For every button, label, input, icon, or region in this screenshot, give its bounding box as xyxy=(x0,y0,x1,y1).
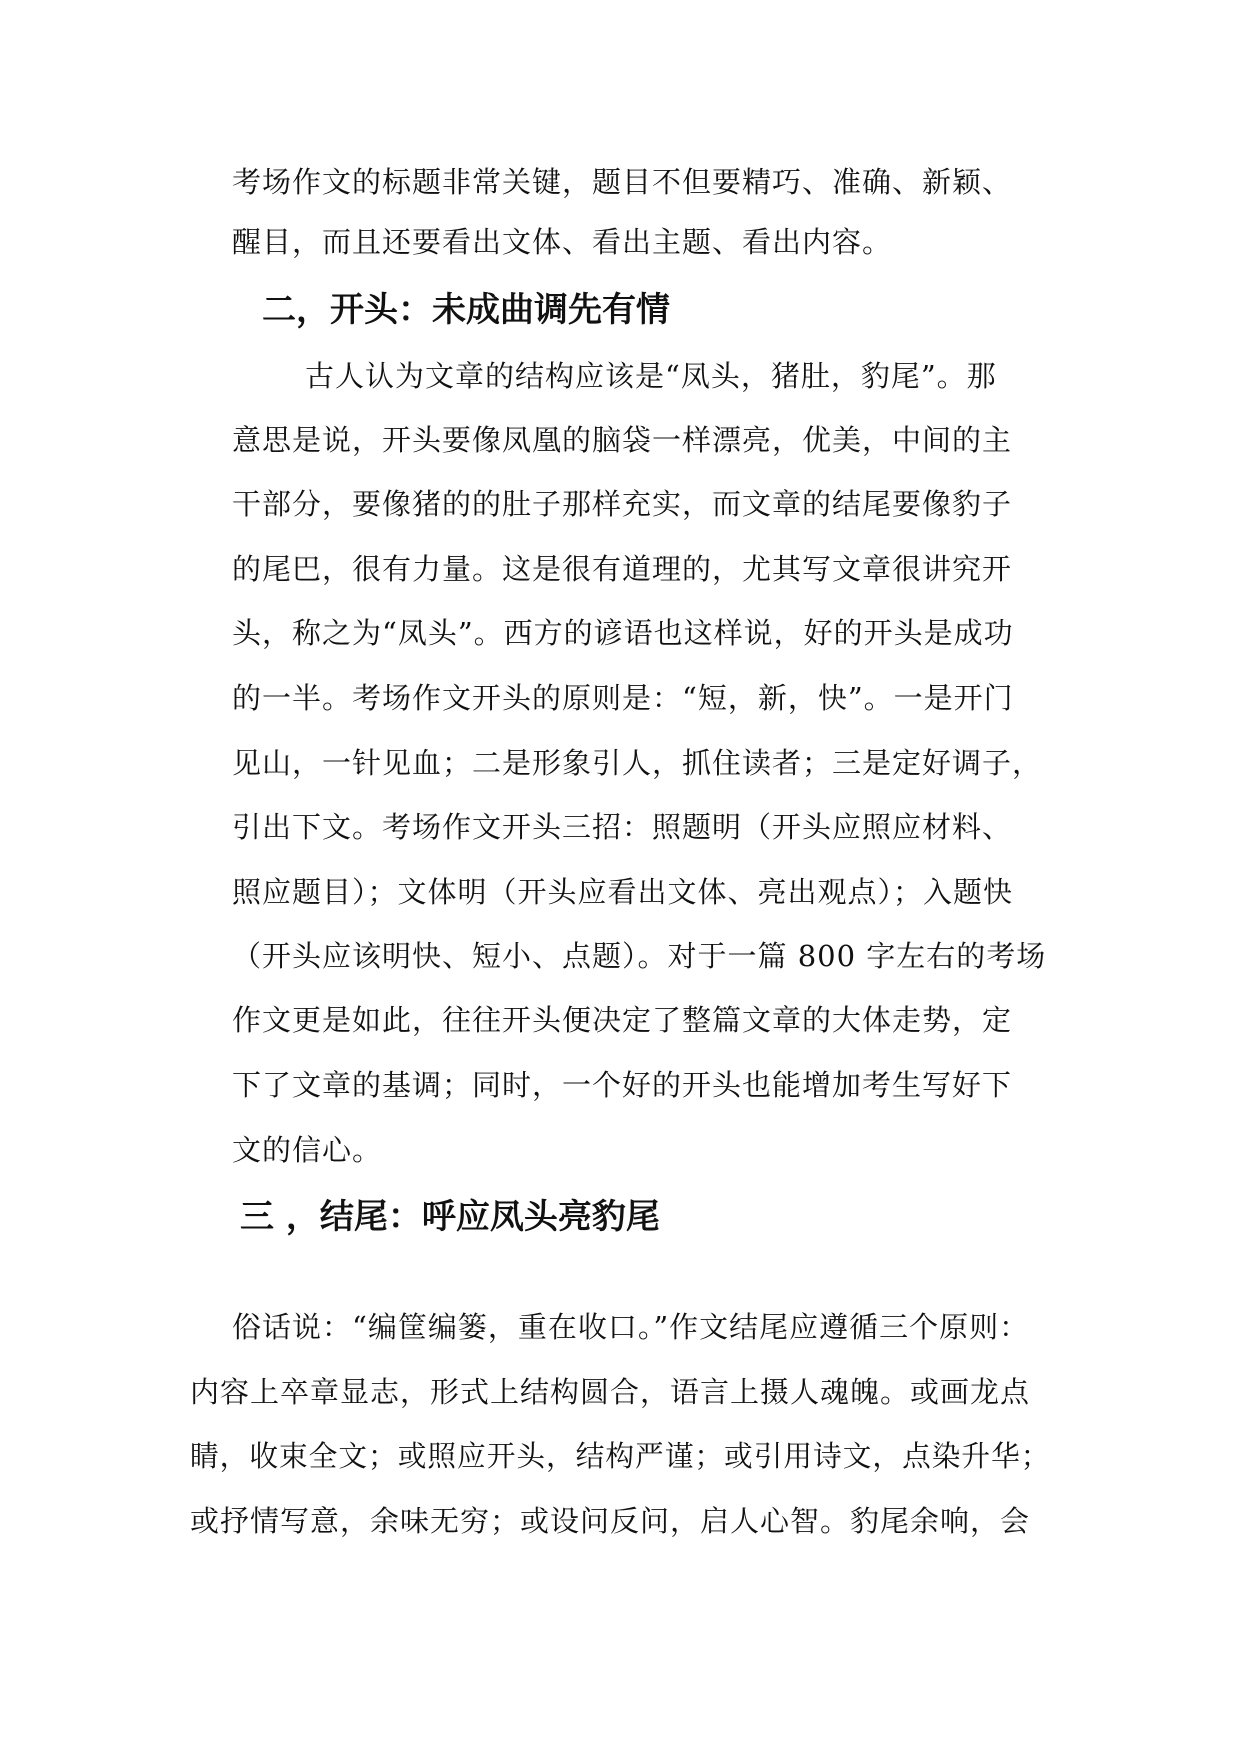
section-2-line-6: 的一半。考场作文开头的原则是：“短，新，快”。一是开门 xyxy=(232,681,1014,715)
section-2-line-10: （开头应该明快、短小、点题）。对于一篇 800 字左右的考场 xyxy=(232,939,1047,973)
section-2-line-11: 作文更是如此，往往开头便决定了整篇文章的大体走势，定 xyxy=(232,1003,1013,1037)
section-2-line-8: 引出下文。考场作文开头三招：照题明（开头应照应材料、 xyxy=(232,810,1013,844)
section-3-line-4: 或抒情写意，余味无穷；或设问反问，启人心智。豹尾余响，会 xyxy=(190,1504,1031,1538)
section-2-line-2: 意思是说，开头要像凤凰的脑袋一样漂亮，优美，中间的主 xyxy=(232,423,1013,457)
intro-line-1: 考场作文的标题非常关键，题目不但要精巧、准确、新颖、 xyxy=(232,165,1013,199)
section-2-line-3: 干部分，要像猪的的肚子那样充实，而文章的结尾要像豹子 xyxy=(232,487,1013,521)
section-2-line-1: 古人认为文章的结构应该是“凤头，猪肚，豹尾”。那 xyxy=(305,359,997,393)
section-3-line-3: 睛，收束全文；或照应开头，结构严谨；或引用诗文，点染升华； xyxy=(190,1439,1051,1473)
section-3-line-2: 内容上卒章显志，形式上结构圆合，语言上摄人魂魄。或画龙点 xyxy=(190,1375,1031,1409)
section-2-line-7: 见山，一针见血；二是形象引人，抓住读者；三是定好调子， xyxy=(232,746,1043,780)
section-2-line-12: 下了文章的基调；同时，一个好的开头也能增加考生写好下 xyxy=(232,1068,1013,1102)
section-3-heading: 三 ，结尾：呼应凤头亮豹尾 xyxy=(240,1197,660,1237)
section-2-line-4: 的尾巴，很有力量。这是很有道理的，尤其写文章很讲究开 xyxy=(232,552,1013,586)
section-2-line-9: 照应题目）；文体明（开头应看出文体、亮出观点）；入题快 xyxy=(232,875,1014,909)
section-3-line-1: 俗话说：“编筐编篓，重在收口。”作文结尾应遵循三个原则： xyxy=(232,1310,1030,1344)
intro-line-2: 醒目，而且还要看出文体、看出主题、看出内容。 xyxy=(232,225,893,259)
section-2-heading: 二，开头：未成曲调先有情 xyxy=(262,290,670,330)
section-2-line-13: 文的信心。 xyxy=(232,1133,383,1167)
section-2-line-5: 头，称之为“凤头”。西方的谚语也这样说，好的开头是成功 xyxy=(232,616,1014,650)
